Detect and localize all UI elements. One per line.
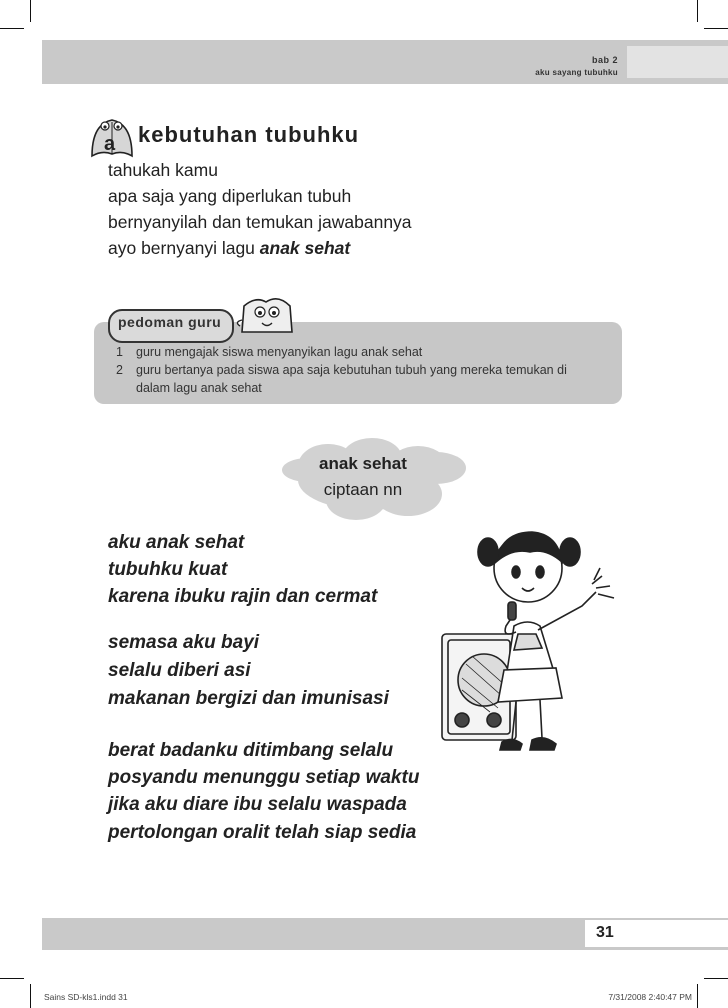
- chapter-title: aku sayang tubuhku: [535, 68, 618, 77]
- crop-mark: [30, 984, 31, 1008]
- crop-mark: [704, 978, 728, 979]
- intro-line: apa saja yang diperlukan tubuh: [108, 186, 352, 206]
- guide-item-num: 1: [116, 345, 123, 359]
- header-band: [42, 40, 728, 84]
- slug-right: 7/31/2008 2:40:47 PM: [608, 992, 692, 1002]
- song-title: anak sehat: [319, 454, 407, 473]
- intro-song-name: anak sehat: [259, 238, 351, 258]
- intro-line: tahukah kamu: [108, 160, 218, 180]
- guide-item-text: dalam lagu anak sehat: [136, 381, 262, 395]
- lyric-line: aku anak sehat: [108, 532, 245, 553]
- chapter-label: bab 2: [591, 55, 618, 65]
- guide-item-num: 2: [116, 363, 123, 377]
- crop-mark: [0, 28, 24, 29]
- slug-left: Sains SD-kls1.indd 31: [44, 992, 128, 1002]
- section-title: kebutuhan tubuhku: [138, 122, 360, 147]
- guide-item-text: guru bertanya pada siswa apa saja kebutuhan tubuh yang mereka temukan di: [136, 363, 567, 377]
- intro-prefix: ayo bernyanyi lagu: [108, 238, 260, 258]
- song-author: ciptaan nn: [323, 480, 403, 499]
- lyric-line: berat badanku ditimbang selalu: [108, 740, 394, 761]
- tissue-mascot-icon: [236, 292, 298, 336]
- crop-mark: [0, 978, 24, 979]
- guide-item: [116, 381, 262, 395]
- header-box: [627, 46, 728, 78]
- page-number: 31: [596, 924, 614, 941]
- guide-item: [116, 345, 422, 359]
- lyric-line: makanan bergizi dan imunisasi: [108, 688, 389, 709]
- section-letter: a: [104, 133, 116, 155]
- crop-mark: [704, 28, 728, 29]
- crop-mark: [697, 0, 698, 22]
- lyric-line: pertolongan oralit telah siap sedia: [108, 822, 417, 843]
- teacher-guide-label: pedoman guru: [118, 314, 222, 330]
- crop-mark: [30, 0, 31, 22]
- lyric-line: karena ibuku rajin dan cermat: [108, 586, 378, 607]
- guide-item: [116, 363, 567, 377]
- lyric-line: jika aku diare ibu selalu waspada: [108, 794, 407, 815]
- intro-line: bernyanyilah dan temukan jawabannya: [108, 212, 412, 232]
- guide-item-text: guru mengajak siswa menyanyikan lagu anak sehat: [136, 345, 423, 359]
- lyric-line: tubuhku kuat: [108, 559, 228, 580]
- lyric-line: semasa aku bayi: [108, 632, 260, 653]
- book-mascot-icon: [88, 114, 136, 160]
- girl-singing-illustration: [432, 522, 628, 772]
- crop-mark: [697, 984, 698, 1008]
- intro-line-song: [108, 238, 350, 259]
- lyric-line: selalu diberi asi: [108, 660, 251, 681]
- lyric-line: posyandu menunggu setiap waktu: [108, 767, 420, 788]
